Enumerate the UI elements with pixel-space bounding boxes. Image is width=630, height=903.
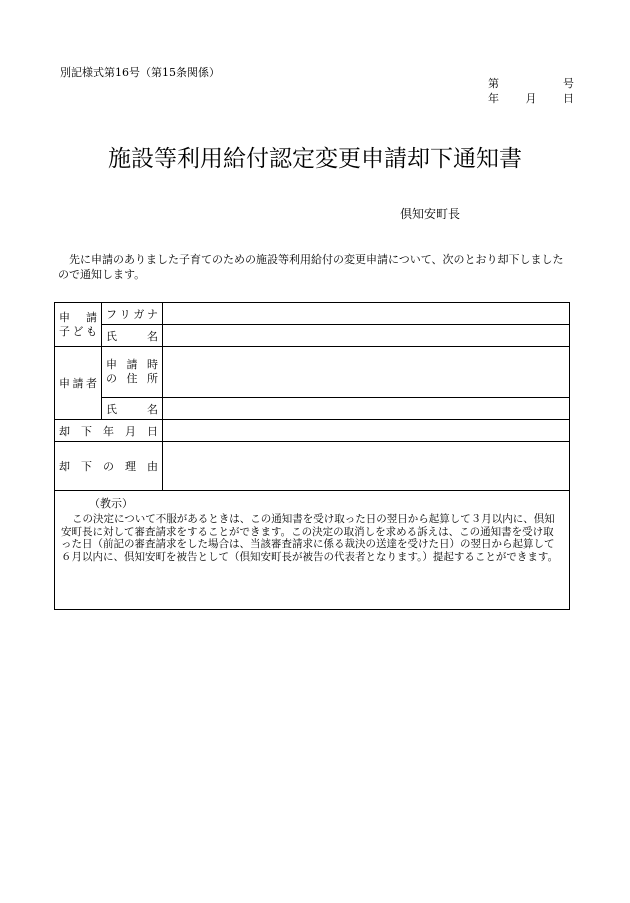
table-row xyxy=(55,442,570,491)
applicant-label-cell xyxy=(55,347,102,420)
table-row xyxy=(55,303,570,325)
label-char: フ xyxy=(106,307,117,321)
table-row xyxy=(55,325,570,347)
label-char: 名 xyxy=(147,402,158,416)
furigana-label-cell xyxy=(102,303,163,325)
label-char: の xyxy=(106,372,117,385)
issuer: 倶知安町長 xyxy=(400,207,461,221)
label-char: ガ xyxy=(133,307,145,321)
label-char: 氏 xyxy=(106,329,117,343)
day-label: 日 xyxy=(563,92,574,105)
label-char: 氏 xyxy=(106,402,117,416)
address-field[interactable] xyxy=(163,347,570,398)
date-row xyxy=(488,91,574,106)
rejection-date-label-cell xyxy=(55,420,163,442)
label-char: 子 xyxy=(59,324,70,338)
month-label: 月 xyxy=(525,92,537,105)
number-prefix: 第 xyxy=(488,77,499,90)
label-char: 者 xyxy=(86,377,97,390)
furigana-field[interactable] xyxy=(163,303,570,325)
label-char: リ xyxy=(119,307,131,321)
form-table xyxy=(54,302,570,610)
form-id: 別記様式第16号（第15条関係） xyxy=(60,66,220,79)
notice-body: この決定について不服があるときは、この通知書を受け取った日の翌日から起算して３月以内に、倶知安町長に対して審査請求をすることができます。この決定の取消しを求める訴えは、この通知書を受け取った日（前記の審査請求をした場合は、当該審査請求に係る裁決の送達を受けた日）の翌日から起算して６月以内に、倶知安町を被告として（倶知安町長が被告の代表者となります。）提起することができます。 xyxy=(61,513,559,563)
label-char: 請 xyxy=(86,310,97,324)
label-char: 住 xyxy=(126,372,138,385)
label-char: 名 xyxy=(147,329,158,343)
label-char: 下 xyxy=(81,424,92,438)
label-char: ど xyxy=(72,324,84,338)
table-row xyxy=(55,347,570,398)
child-name-label-cell xyxy=(102,325,163,347)
page-title: 施設等利用給付認定変更申請却下通知書 xyxy=(108,146,522,172)
label-char: 却 xyxy=(59,460,70,473)
child-label-cell xyxy=(55,303,102,347)
year-label: 年 xyxy=(488,92,499,105)
intro-text: 先に申請のありました子育てのための施設等利用給付の変更申請について、次のとおり却下しましたので通知します。 xyxy=(58,253,564,281)
child-label-line-1 xyxy=(59,311,97,325)
label-char: 由 xyxy=(147,460,158,473)
label-char: 却 xyxy=(59,424,70,438)
label-char: の xyxy=(103,460,114,473)
label-char: 申 xyxy=(59,377,70,390)
notice-cell xyxy=(55,491,570,610)
table-row xyxy=(55,420,570,442)
label-char: 申 xyxy=(59,310,70,324)
rejection-reason-field[interactable] xyxy=(163,442,570,491)
table-row xyxy=(55,491,570,610)
label-char: 理 xyxy=(125,460,136,473)
address-label-cell xyxy=(102,347,163,398)
label-char: 所 xyxy=(147,372,158,385)
label-char: 日 xyxy=(147,424,158,438)
applicant-name-field[interactable] xyxy=(163,398,570,420)
notice-heading: （教示） xyxy=(89,497,133,510)
label-char: 月 xyxy=(125,424,136,438)
label-char: 下 xyxy=(81,460,92,473)
table-row xyxy=(55,398,570,420)
document-number-row xyxy=(488,76,574,91)
applicant-name-label-cell xyxy=(102,398,163,420)
number-suffix: 号 xyxy=(563,77,574,90)
label-char: ナ xyxy=(146,307,158,321)
rejection-date-field[interactable] xyxy=(163,420,570,442)
label-char: 時 xyxy=(147,358,158,371)
rejection-reason-label-cell xyxy=(55,442,163,491)
label-char: 請 xyxy=(126,358,138,371)
document-number-date xyxy=(488,76,574,106)
label-char: 申 xyxy=(106,358,117,371)
label-char: 請 xyxy=(72,377,84,390)
label-char: も xyxy=(86,324,97,338)
label-char: 年 xyxy=(103,424,114,438)
child-name-field[interactable] xyxy=(163,325,570,347)
child-label-line-2 xyxy=(59,325,97,339)
